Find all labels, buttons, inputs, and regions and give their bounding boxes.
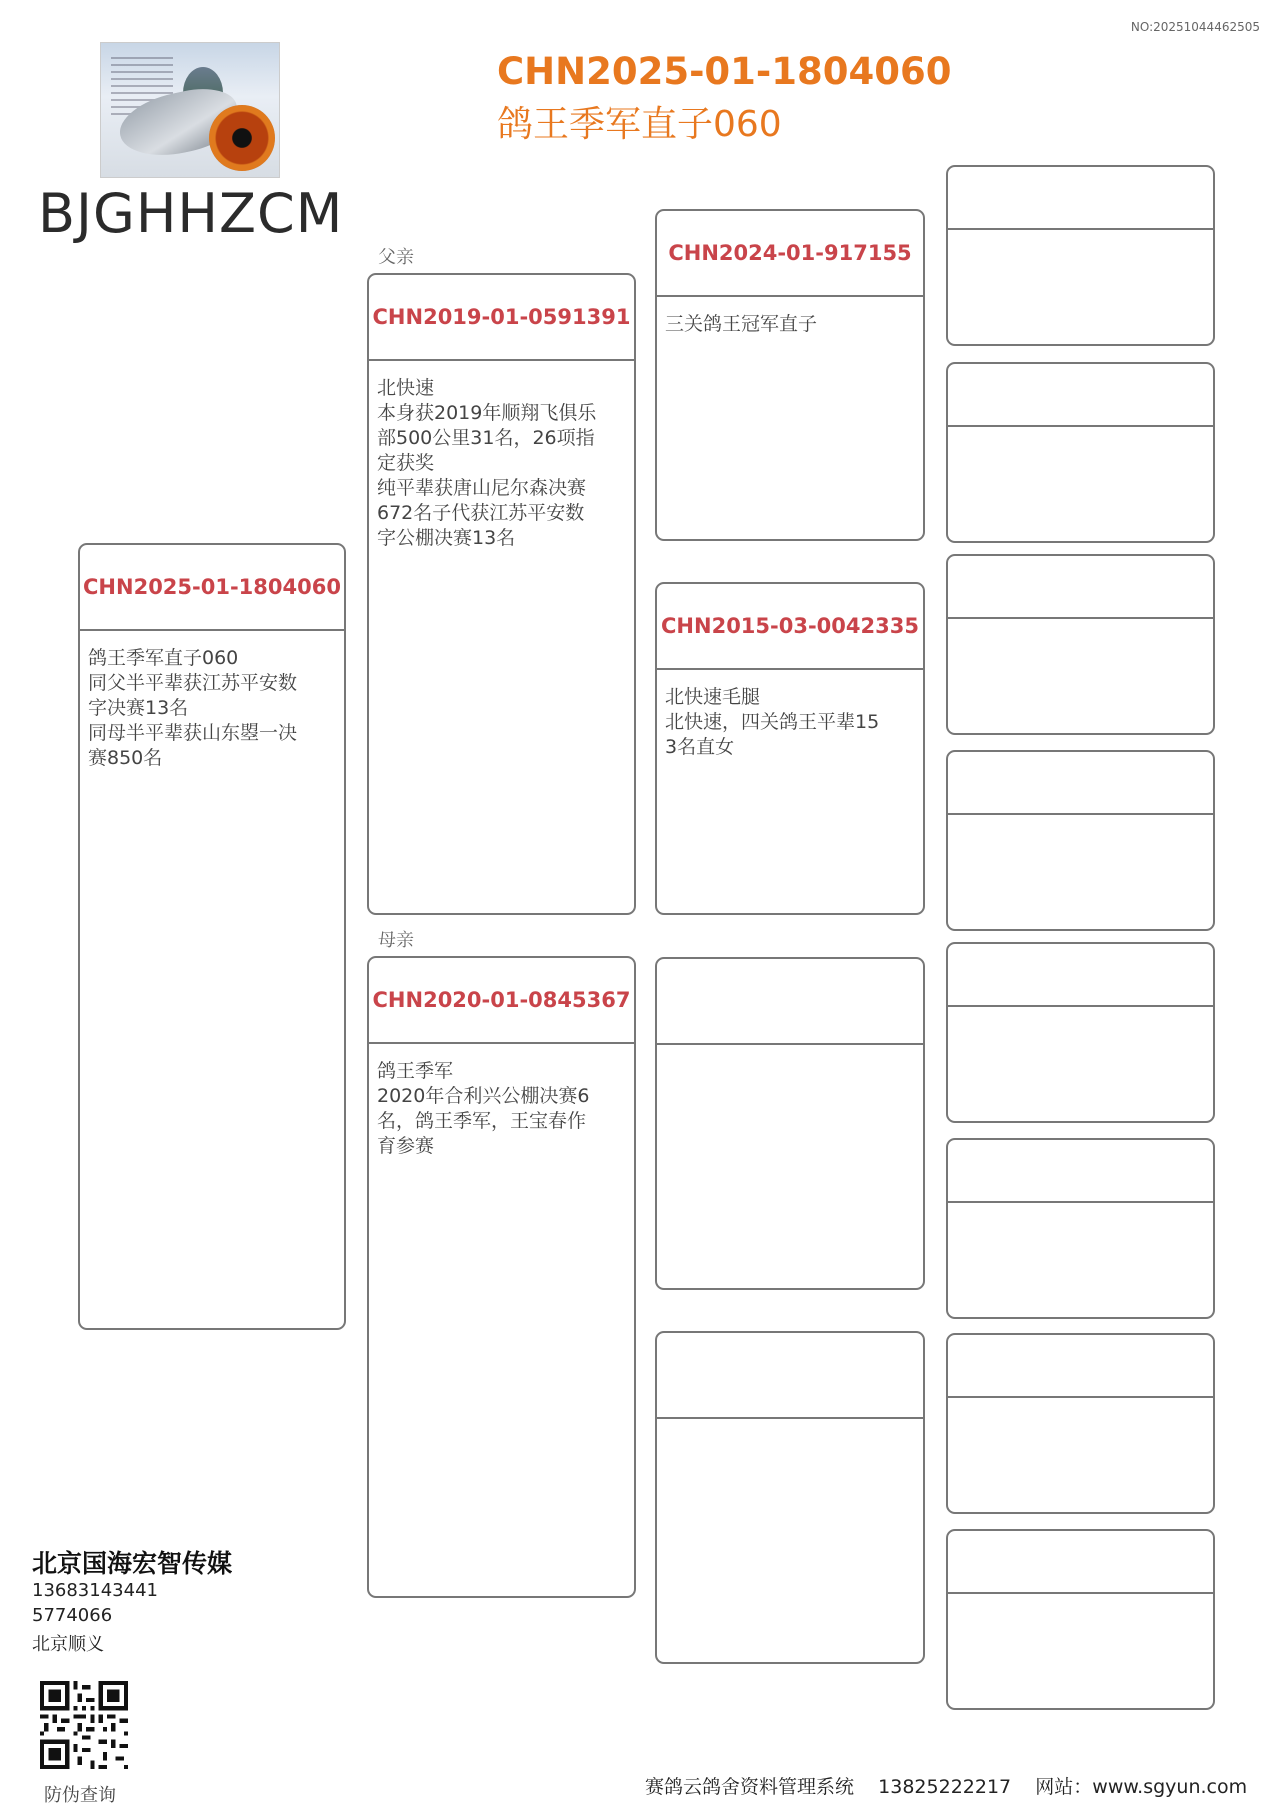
father-label: 父亲 (378, 247, 414, 268)
paternal-grandsire-note-line: 三关鸽王冠军直子 (665, 313, 818, 335)
subject-note-line: 字决赛13名 (88, 697, 189, 719)
paternal-grandsire-header (657, 211, 923, 297)
subject-card (78, 543, 346, 1330)
maternal-granddam-card (655, 1331, 925, 1664)
mother-ring: CHN2020-01-0845367 (372, 988, 631, 1012)
paternal-granddam-note-line: 3名直女 (665, 736, 735, 758)
paternal-granddam-ring: CHN2015-03-0042335 (661, 614, 919, 638)
great-grandparent-card (946, 750, 1215, 931)
father-notes (377, 376, 626, 551)
mother-note-line: 育参赛 (377, 1135, 435, 1157)
father-card (367, 273, 636, 915)
mother-note-line: 名，鸽王季军，王宝春作 (377, 1110, 587, 1132)
great-grandparent-card (946, 362, 1215, 543)
paternal-grandsire-ring: CHN2024-01-917155 (668, 241, 912, 265)
paternal-grandsire-notes (665, 312, 915, 337)
mother-note-line: 2020年合利兴公棚决赛6 (377, 1085, 590, 1107)
mother-card-header (369, 958, 634, 1044)
brand-title: BJGHHZCM (38, 182, 344, 245)
paternal-granddam-notes (665, 685, 915, 760)
father-note-line: 北快速 (377, 377, 435, 399)
mother-label: 母亲 (378, 930, 414, 951)
father-note-line: 672名子代获江苏平安数 (377, 502, 585, 524)
paternal-granddam-header (657, 584, 923, 670)
qr-label: 防伪查询 (44, 1785, 116, 1806)
great-grandparent-card (946, 942, 1215, 1123)
paternal-granddam-card (655, 582, 925, 915)
company-location: 北京顺义 (32, 1634, 104, 1655)
subject-note-line: 同母半平辈获山东曌一决 (88, 722, 298, 744)
paternal-granddam-note-line: 北快速毛腿 (665, 686, 761, 708)
mother-notes (377, 1059, 626, 1159)
father-note-line: 字公棚决赛13名 (377, 527, 516, 549)
company-phone-2: 5774066 (32, 1605, 113, 1626)
paternal-grandsire-card (655, 209, 925, 541)
main-title: 鸽王季军直子060 (497, 104, 782, 145)
pigeon-photo (100, 42, 280, 178)
father-note-line: 部500公里31名，26项指 (377, 427, 595, 449)
father-ring: CHN2019-01-0591391 (372, 305, 631, 329)
great-grandparent-card (946, 554, 1215, 735)
company-phone-1: 13683143441 (32, 1580, 158, 1601)
pigeon-eye-icon (209, 105, 275, 171)
mother-note-line: 鸽王季军 (377, 1060, 454, 1082)
great-grandparent-card (946, 1138, 1215, 1319)
father-note-line: 定获奖 (377, 452, 435, 474)
maternal-grandsire-header (657, 959, 923, 1045)
subject-note-line: 同父半平辈获江苏平安数 (88, 672, 298, 694)
father-card-header (369, 275, 634, 361)
great-grandparent-card (946, 165, 1215, 346)
company-name: 北京国海宏智传媒 (32, 1549, 233, 1578)
paternal-granddam-note-line: 北快速，四关鸽王平辈15 (665, 711, 880, 733)
subject-note-line: 赛850名 (88, 747, 163, 769)
great-grandparent-card (946, 1333, 1215, 1514)
footer-text: 赛鸽云鸽舍资料管理系统 13825222217 网站：www.sgyun.com (645, 1776, 1248, 1798)
mother-card (367, 956, 636, 1598)
maternal-granddam-header (657, 1333, 923, 1419)
qr-code-icon[interactable] (40, 1681, 128, 1769)
subject-card-header (80, 545, 344, 631)
great-grandparent-card (946, 1529, 1215, 1710)
main-ring-number: CHN2025-01-1804060 (497, 50, 952, 93)
maternal-grandsire-card (655, 957, 925, 1290)
father-note-line: 本身获2019年顺翔飞俱乐 (377, 402, 597, 424)
father-note-line: 纯平辈获唐山尼尔森决赛 (377, 477, 587, 499)
document-number: NO:20251044462505 (1130, 20, 1260, 34)
subject-notes (88, 646, 336, 771)
subject-ring: CHN2025-01-1804060 (83, 575, 341, 599)
subject-note-line: 鸽王季军直子060 (88, 647, 239, 669)
